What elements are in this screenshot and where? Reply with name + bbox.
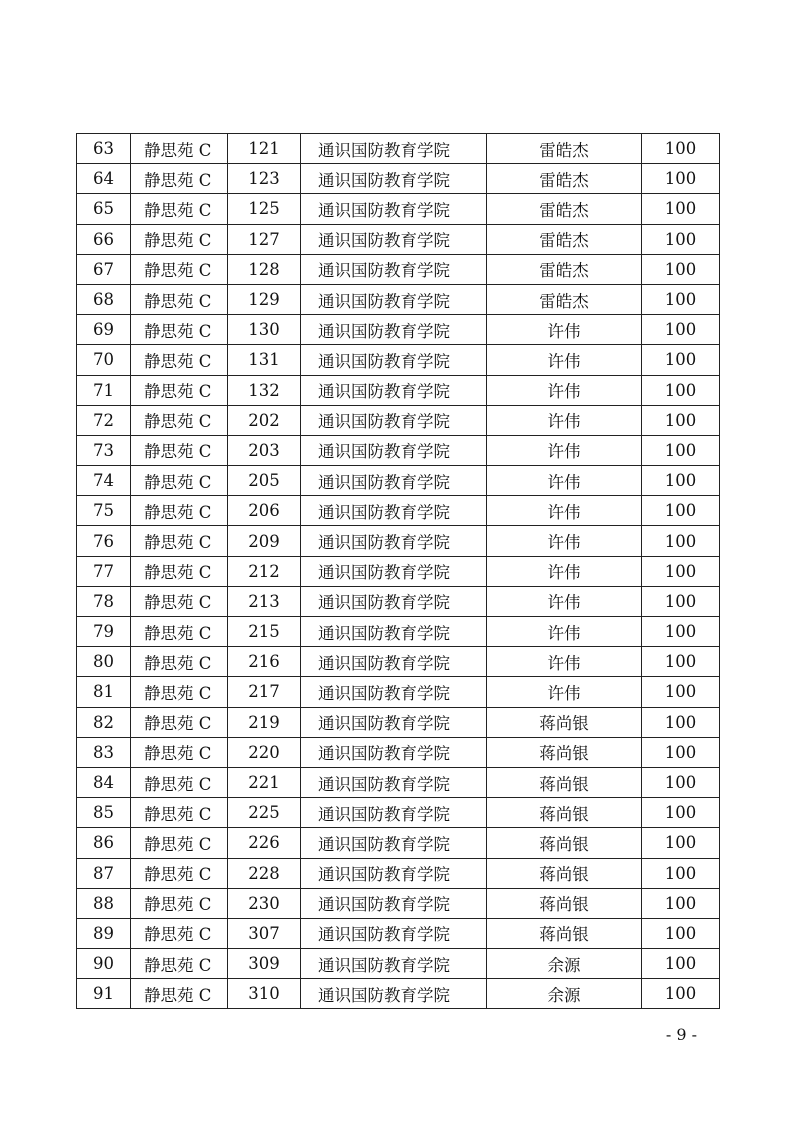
row-index-cell: 66 xyxy=(77,224,131,254)
college-cell: 通识国防教育学院 xyxy=(301,798,487,828)
building-cell: 静思苑 C xyxy=(131,315,228,345)
table-row xyxy=(77,224,720,254)
college-cell: 通识国防教育学院 xyxy=(301,888,487,918)
table-body xyxy=(77,134,720,1009)
college-cell: 通识国防教育学院 xyxy=(301,405,487,435)
table-row xyxy=(77,918,720,948)
score-cell: 100 xyxy=(642,647,720,677)
score-cell: 100 xyxy=(642,315,720,345)
room-number-cell: 128 xyxy=(228,254,301,284)
college-cell: 通识国防教育学院 xyxy=(301,767,487,797)
row-index-cell: 82 xyxy=(77,707,131,737)
table-row xyxy=(77,254,720,284)
score-cell: 100 xyxy=(642,164,720,194)
row-index-cell: 79 xyxy=(77,617,131,647)
table-row xyxy=(77,405,720,435)
person-cell: 许伟 xyxy=(487,526,642,556)
table-row xyxy=(77,134,720,164)
college-cell: 通识国防教育学院 xyxy=(301,315,487,345)
person-cell: 雷皓杰 xyxy=(487,194,642,224)
score-cell: 100 xyxy=(642,798,720,828)
table-row xyxy=(77,164,720,194)
room-number-cell: 130 xyxy=(228,315,301,345)
person-cell: 雷皓杰 xyxy=(487,254,642,284)
score-cell: 100 xyxy=(642,979,720,1009)
building-cell: 静思苑 C xyxy=(131,496,228,526)
room-number-cell: 123 xyxy=(228,164,301,194)
college-cell: 通识国防教育学院 xyxy=(301,224,487,254)
person-cell: 许伟 xyxy=(487,496,642,526)
college-cell: 通识国防教育学院 xyxy=(301,375,487,405)
person-cell: 许伟 xyxy=(487,647,642,677)
building-cell: 静思苑 C xyxy=(131,284,228,314)
person-cell: 许伟 xyxy=(487,315,642,345)
college-cell: 通识国防教育学院 xyxy=(301,586,487,616)
table-row xyxy=(77,284,720,314)
building-cell: 静思苑 C xyxy=(131,586,228,616)
row-index-cell: 76 xyxy=(77,526,131,556)
building-cell: 静思苑 C xyxy=(131,979,228,1009)
score-cell: 100 xyxy=(642,858,720,888)
score-cell: 100 xyxy=(642,918,720,948)
person-cell: 余源 xyxy=(487,949,642,979)
person-cell: 许伟 xyxy=(487,586,642,616)
building-cell: 静思苑 C xyxy=(131,164,228,194)
table-row xyxy=(77,556,720,586)
room-number-cell: 216 xyxy=(228,647,301,677)
college-cell: 通识国防教育学院 xyxy=(301,466,487,496)
row-index-cell: 86 xyxy=(77,828,131,858)
building-cell: 静思苑 C xyxy=(131,526,228,556)
building-cell: 静思苑 C xyxy=(131,647,228,677)
table-row xyxy=(77,617,720,647)
row-index-cell: 71 xyxy=(77,375,131,405)
table-row xyxy=(77,375,720,405)
building-cell: 静思苑 C xyxy=(131,617,228,647)
room-number-cell: 131 xyxy=(228,345,301,375)
row-index-cell: 89 xyxy=(77,918,131,948)
row-index-cell: 87 xyxy=(77,858,131,888)
score-cell: 100 xyxy=(642,526,720,556)
person-cell: 雷皓杰 xyxy=(487,224,642,254)
row-index-cell: 65 xyxy=(77,194,131,224)
score-cell: 100 xyxy=(642,586,720,616)
room-number-cell: 129 xyxy=(228,284,301,314)
room-number-cell: 219 xyxy=(228,707,301,737)
person-cell: 许伟 xyxy=(487,556,642,586)
room-number-cell: 203 xyxy=(228,435,301,465)
row-index-cell: 90 xyxy=(77,949,131,979)
table-row xyxy=(77,828,720,858)
college-cell: 通识国防教育学院 xyxy=(301,284,487,314)
building-cell: 静思苑 C xyxy=(131,254,228,284)
table-row xyxy=(77,767,720,797)
person-cell: 蒋尚银 xyxy=(487,858,642,888)
table-row xyxy=(77,858,720,888)
person-cell: 雷皓杰 xyxy=(487,164,642,194)
college-cell: 通识国防教育学院 xyxy=(301,949,487,979)
person-cell: 许伟 xyxy=(487,375,642,405)
table-row xyxy=(77,949,720,979)
college-cell: 通识国防教育学院 xyxy=(301,677,487,707)
score-cell: 100 xyxy=(642,224,720,254)
building-cell: 静思苑 C xyxy=(131,798,228,828)
person-cell: 雷皓杰 xyxy=(487,284,642,314)
person-cell: 许伟 xyxy=(487,617,642,647)
row-index-cell: 84 xyxy=(77,767,131,797)
building-cell: 静思苑 C xyxy=(131,466,228,496)
room-number-cell: 205 xyxy=(228,466,301,496)
building-cell: 静思苑 C xyxy=(131,737,228,767)
table-row xyxy=(77,647,720,677)
row-index-cell: 80 xyxy=(77,647,131,677)
college-cell: 通识国防教育学院 xyxy=(301,556,487,586)
room-number-cell: 215 xyxy=(228,617,301,647)
dormitory-score-table xyxy=(76,133,720,1009)
row-index-cell: 67 xyxy=(77,254,131,284)
room-number-cell: 202 xyxy=(228,405,301,435)
room-number-cell: 307 xyxy=(228,918,301,948)
table-row xyxy=(77,798,720,828)
row-index-cell: 88 xyxy=(77,888,131,918)
score-cell: 100 xyxy=(642,345,720,375)
score-cell: 100 xyxy=(642,134,720,164)
building-cell: 静思苑 C xyxy=(131,134,228,164)
building-cell: 静思苑 C xyxy=(131,949,228,979)
college-cell: 通识国防教育学院 xyxy=(301,526,487,556)
score-cell: 100 xyxy=(642,767,720,797)
college-cell: 通识国防教育学院 xyxy=(301,345,487,375)
building-cell: 静思苑 C xyxy=(131,767,228,797)
row-index-cell: 81 xyxy=(77,677,131,707)
room-number-cell: 310 xyxy=(228,979,301,1009)
table-row xyxy=(77,526,720,556)
row-index-cell: 83 xyxy=(77,737,131,767)
row-index-cell: 70 xyxy=(77,345,131,375)
room-number-cell: 220 xyxy=(228,737,301,767)
score-cell: 100 xyxy=(642,828,720,858)
room-number-cell: 225 xyxy=(228,798,301,828)
person-cell: 蒋尚银 xyxy=(487,707,642,737)
table-row xyxy=(77,888,720,918)
college-cell: 通识国防教育学院 xyxy=(301,164,487,194)
score-cell: 100 xyxy=(642,496,720,526)
building-cell: 静思苑 C xyxy=(131,224,228,254)
row-index-cell: 63 xyxy=(77,134,131,164)
college-cell: 通识国防教育学院 xyxy=(301,254,487,284)
college-cell: 通识国防教育学院 xyxy=(301,435,487,465)
building-cell: 静思苑 C xyxy=(131,677,228,707)
table-row xyxy=(77,345,720,375)
college-cell: 通识国防教育学院 xyxy=(301,918,487,948)
college-cell: 通识国防教育学院 xyxy=(301,194,487,224)
table-row xyxy=(77,435,720,465)
row-index-cell: 73 xyxy=(77,435,131,465)
college-cell: 通识国防教育学院 xyxy=(301,496,487,526)
building-cell: 静思苑 C xyxy=(131,858,228,888)
row-index-cell: 72 xyxy=(77,405,131,435)
person-cell: 蒋尚银 xyxy=(487,767,642,797)
room-number-cell: 132 xyxy=(228,375,301,405)
table-row xyxy=(77,466,720,496)
person-cell: 蒋尚银 xyxy=(487,888,642,918)
score-cell: 100 xyxy=(642,707,720,737)
room-number-cell: 212 xyxy=(228,556,301,586)
person-cell: 许伟 xyxy=(487,345,642,375)
score-cell: 100 xyxy=(642,375,720,405)
score-cell: 100 xyxy=(642,617,720,647)
table-row xyxy=(77,707,720,737)
room-number-cell: 217 xyxy=(228,677,301,707)
building-cell: 静思苑 C xyxy=(131,556,228,586)
person-cell: 蒋尚银 xyxy=(487,918,642,948)
college-cell: 通识国防教育学院 xyxy=(301,858,487,888)
college-cell: 通识国防教育学院 xyxy=(301,828,487,858)
table-row xyxy=(77,315,720,345)
building-cell: 静思苑 C xyxy=(131,918,228,948)
table-row xyxy=(77,737,720,767)
score-cell: 100 xyxy=(642,888,720,918)
table-row xyxy=(77,586,720,616)
room-number-cell: 125 xyxy=(228,194,301,224)
person-cell: 许伟 xyxy=(487,405,642,435)
score-cell: 100 xyxy=(642,677,720,707)
score-cell: 100 xyxy=(642,949,720,979)
row-index-cell: 91 xyxy=(77,979,131,1009)
row-index-cell: 68 xyxy=(77,284,131,314)
score-cell: 100 xyxy=(642,284,720,314)
room-number-cell: 206 xyxy=(228,496,301,526)
row-index-cell: 64 xyxy=(77,164,131,194)
person-cell: 许伟 xyxy=(487,466,642,496)
page-number: - 9 - xyxy=(665,1025,697,1044)
table-row xyxy=(77,979,720,1009)
score-cell: 100 xyxy=(642,737,720,767)
building-cell: 静思苑 C xyxy=(131,405,228,435)
college-cell: 通识国防教育学院 xyxy=(301,979,487,1009)
building-cell: 静思苑 C xyxy=(131,194,228,224)
college-cell: 通识国防教育学院 xyxy=(301,647,487,677)
person-cell: 蒋尚银 xyxy=(487,828,642,858)
room-number-cell: 309 xyxy=(228,949,301,979)
college-cell: 通识国防教育学院 xyxy=(301,737,487,767)
score-cell: 100 xyxy=(642,194,720,224)
room-number-cell: 228 xyxy=(228,858,301,888)
score-cell: 100 xyxy=(642,254,720,284)
room-number-cell: 226 xyxy=(228,828,301,858)
row-index-cell: 75 xyxy=(77,496,131,526)
score-cell: 100 xyxy=(642,556,720,586)
room-number-cell: 127 xyxy=(228,224,301,254)
college-cell: 通识国防教育学院 xyxy=(301,134,487,164)
building-cell: 静思苑 C xyxy=(131,707,228,737)
building-cell: 静思苑 C xyxy=(131,828,228,858)
room-number-cell: 230 xyxy=(228,888,301,918)
row-index-cell: 78 xyxy=(77,586,131,616)
score-cell: 100 xyxy=(642,435,720,465)
room-number-cell: 213 xyxy=(228,586,301,616)
college-cell: 通识国防教育学院 xyxy=(301,617,487,647)
room-number-cell: 221 xyxy=(228,767,301,797)
row-index-cell: 69 xyxy=(77,315,131,345)
person-cell: 余源 xyxy=(487,979,642,1009)
score-cell: 100 xyxy=(642,405,720,435)
college-cell: 通识国防教育学院 xyxy=(301,707,487,737)
person-cell: 雷皓杰 xyxy=(487,134,642,164)
person-cell: 蒋尚银 xyxy=(487,798,642,828)
room-number-cell: 209 xyxy=(228,526,301,556)
score-cell: 100 xyxy=(642,466,720,496)
room-number-cell: 121 xyxy=(228,134,301,164)
building-cell: 静思苑 C xyxy=(131,375,228,405)
person-cell: 蒋尚银 xyxy=(487,737,642,767)
row-index-cell: 77 xyxy=(77,556,131,586)
row-index-cell: 74 xyxy=(77,466,131,496)
person-cell: 许伟 xyxy=(487,435,642,465)
building-cell: 静思苑 C xyxy=(131,435,228,465)
person-cell: 许伟 xyxy=(487,677,642,707)
building-cell: 静思苑 C xyxy=(131,345,228,375)
table-row xyxy=(77,194,720,224)
table-row xyxy=(77,677,720,707)
building-cell: 静思苑 C xyxy=(131,888,228,918)
table-row xyxy=(77,496,720,526)
row-index-cell: 85 xyxy=(77,798,131,828)
